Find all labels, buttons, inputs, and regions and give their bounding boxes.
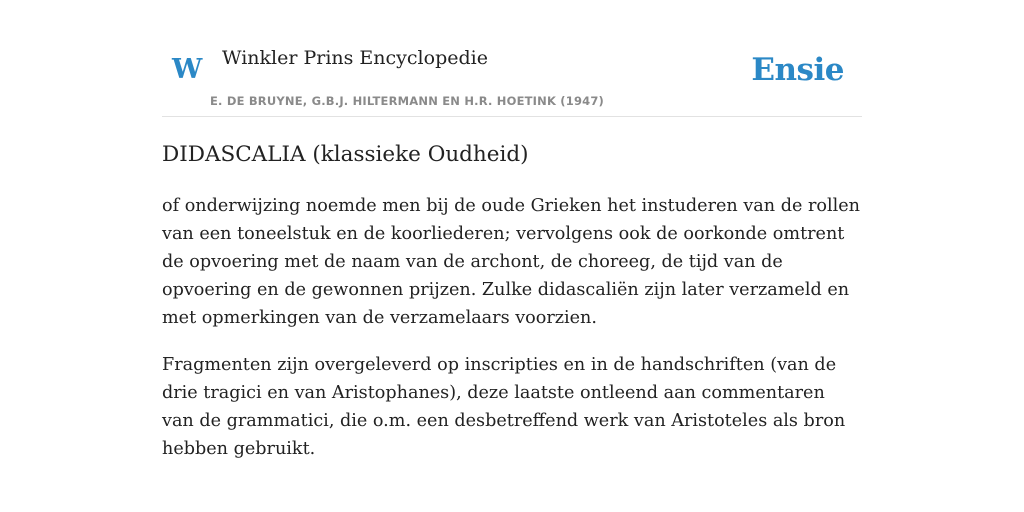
header — [162, 40, 862, 117]
authors-line: E. DE BRUYNE, G.B.J. HILTERMANN EN H.R. HOETINK (1947) — [210, 94, 605, 108]
article-paragraph: of onderwijzing noemde men bij de oude Grieken het instuderen van de rollen van een toneelstuk en de koorliederen; vervolgens ook de oorkonde omtrent de opvoering met de naam van de archont, de choreeg, de tijd van de opvoering en de gewonnen prijzen. Zulke didascaliën zijn later verzameld en met opmerkingen van de verzamelaars voorzien. — [162, 196, 860, 328]
publication-logo[interactable]: W — [172, 54, 203, 85]
article-body — [162, 192, 862, 482]
article-title: DIDASCALIA (klassieke Oudheid) — [162, 142, 529, 167]
article-paragraph: Fragmenten zijn overgeleverd op inscripties en in de handschriften (van de drie tragici en van Aristophanes), deze laatste ontleend aan commentaren van de grammatici, die o.m. een desbetreffend werk van Aristoteles als bron hebben gebruikt. — [162, 355, 846, 459]
brand-logo[interactable]: Ensie — [751, 52, 844, 88]
publication-title[interactable]: Winkler Prins Encyclopedie — [222, 47, 488, 69]
